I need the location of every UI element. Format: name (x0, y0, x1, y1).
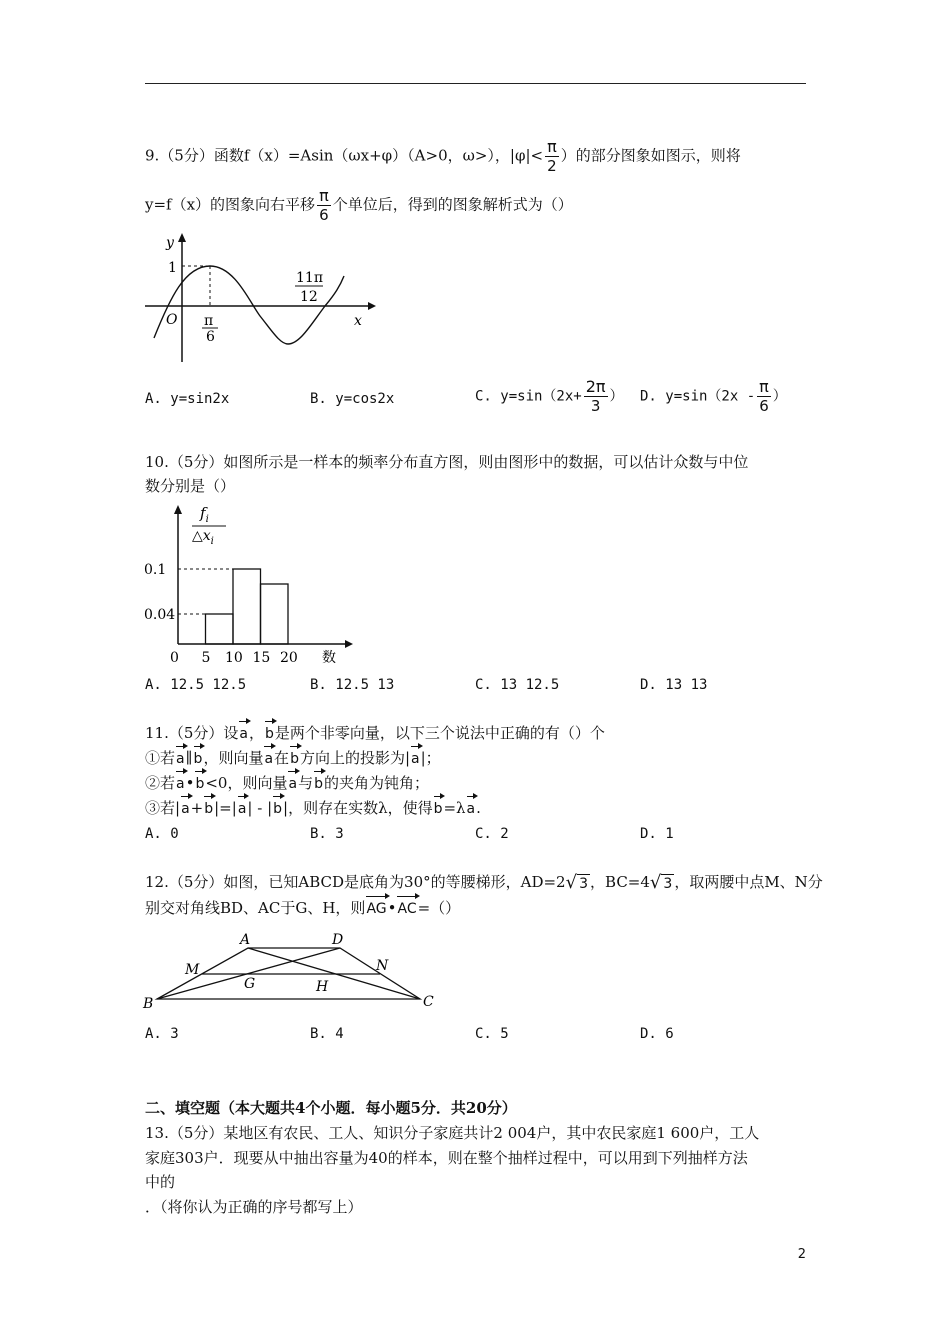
q9-frac-pi-2: $\frac{\pi}{2}$ (547, 137, 557, 175)
q9-tick-pi-6-den: 6 (206, 329, 215, 345)
q12-option-d[interactable]: D. 6 (640, 1026, 674, 1042)
x-tick-label: 15 (252, 650, 271, 666)
q13-line1: 13.（5分）某地区有农民、工人、知识分子家庭共计2 004户，其中农民家庭1 600户，工人 (145, 1124, 760, 1142)
q11-option-d[interactable]: D. 1 (640, 826, 674, 842)
sqrt-3: √ 3 (565, 872, 589, 893)
q9-sine-graph (140, 228, 390, 368)
q9-option-d[interactable]: D. y=sin（2x - $\frac{\pi}{6}$ ） (640, 377, 787, 415)
header-rule (145, 83, 806, 84)
y-tick-label: 0.04 (144, 607, 176, 623)
q9-option-a[interactable]: A. y=sin2x (145, 391, 230, 407)
q13-line3: 中的 (145, 1173, 176, 1191)
histogram-bar-1 (206, 614, 234, 644)
q11-statement-2: ②若a•b<0，则向量a与b的夹角为钝角； (145, 774, 429, 792)
histogram-bar-2 (233, 569, 261, 644)
q10-option-d[interactable]: D. 13 13 (640, 677, 708, 693)
q10-option-c[interactable]: C. 13 12.5 (475, 677, 560, 693)
q9-line2: y=f（x）的图象向右平移 $\frac{\pi}{6}$ 个单位后，得到的图象解析式为（） (145, 186, 573, 224)
q9-origin-label: O (166, 312, 178, 328)
q9-tick-pi-6-num: π (204, 313, 214, 329)
q12-trapezoid-figure (140, 928, 450, 1016)
q11-statement-3: ③若|a+b|=|a| - |b|，则存在实数λ，使得b=λa. (145, 799, 481, 817)
q10-histogram (140, 500, 360, 672)
q13-line2: 家庭303户．现要从中抽出容量为40的样本，则在整个抽样过程中，可以用到下列抽样方法 (145, 1149, 748, 1167)
vector-a: a (239, 726, 248, 742)
q12-option-c[interactable]: C. 5 (475, 1026, 509, 1042)
q10-y-arrow (174, 505, 182, 514)
q11-statement-1: ①若a∥b，则向量a在b方向上的投影为|a|； (145, 749, 441, 767)
q10-line2: 数分别是（） (145, 477, 236, 495)
q10-ylabel-num: $f_i$ (200, 504, 209, 525)
q9-frac-pi-6: $\frac{\pi}{6}$ (319, 186, 329, 224)
section-heading: 二、填空题（本大题共4个小题．每小题5分．共20分） (145, 1099, 517, 1117)
vector-ag: AG (366, 901, 387, 917)
q9-y-label: y (166, 235, 174, 251)
page-number: 2 (797, 1247, 806, 1262)
q12-label-b: B (143, 996, 154, 1012)
q12-line1: 12.（5分）如图，已知ABCD是底角为30°的等腰梯形，AD=2 √ 3 ，BC=4 √ 3 ，取两腰中点M、N分 (145, 872, 823, 893)
q11-line1: 11.（5分）设a，b是两个非零向量，以下三个说法中正确的有（）个 (145, 724, 605, 742)
q13-line4: ．（将你认为正确的序号都写上） (145, 1198, 363, 1216)
q9-one-label: 1 (168, 260, 177, 276)
q10-line1: 10.（5分）如图所示是一样本的频率分布直方图，则由图形中的数据，可以估计众数与中位 (145, 453, 749, 471)
q12-label-h: H (316, 979, 329, 995)
q10-option-b[interactable]: B. 12.5 13 (310, 677, 395, 693)
q12-line2: 别交对角线BD、AC于G、H，则AG•AC=（） (145, 899, 461, 917)
q10-x-arrow (345, 640, 353, 648)
vector-ac: AC (397, 901, 417, 917)
q9-x-label: x (354, 313, 362, 329)
sqrt-3: √ 3 (649, 872, 673, 893)
q12-option-a[interactable]: A. 3 (145, 1026, 179, 1042)
q12-option-b[interactable]: B. 4 (310, 1026, 344, 1042)
q12-label-c: C (423, 994, 434, 1010)
q9-option-c[interactable]: C. y=sin（2x+ $\frac{2\pi}{3}$ ） (475, 377, 624, 415)
q9-tick-11pi-den: 12 (300, 289, 318, 305)
q12-label-g: G (244, 976, 256, 992)
q11-option-a[interactable]: A. 0 (145, 826, 179, 842)
x-tick-label: 0 (170, 650, 179, 666)
q9-line1: 9.（5分）函数f（x）=Asin（ωx+φ）（A>0，ω>），|φ|< $\frac{\pi}{2}$ ）的部分图象如图示，则将 (145, 137, 741, 175)
q9-y-arrow (178, 233, 186, 242)
q12-label-n: N (376, 958, 389, 974)
q11-option-c[interactable]: C. 2 (475, 826, 509, 842)
vector-b: b (265, 726, 274, 742)
q10-xlabel: 数 (322, 650, 336, 666)
x-tick-label: 5 (201, 650, 211, 666)
q10-option-a[interactable]: A. 12.5 12.5 (145, 677, 247, 693)
q9-x-arrow (368, 302, 376, 310)
q11-option-b[interactable]: B. 3 (310, 826, 344, 842)
x-tick-label: 10 (225, 650, 243, 666)
x-tick-label: 20 (280, 650, 298, 666)
histogram-bar-3 (261, 584, 289, 644)
q9-tick-11pi-num: 11π (296, 270, 324, 286)
y-tick-label: 0.1 (144, 562, 167, 578)
q12-label-d: D (332, 932, 344, 948)
q10-ylabel-den: $\triangle x_i$ (192, 528, 214, 547)
q9-option-b[interactable]: B. y=cos2x (310, 391, 395, 407)
q12-label-a: A (240, 932, 251, 948)
q12-label-m: M (185, 962, 200, 978)
